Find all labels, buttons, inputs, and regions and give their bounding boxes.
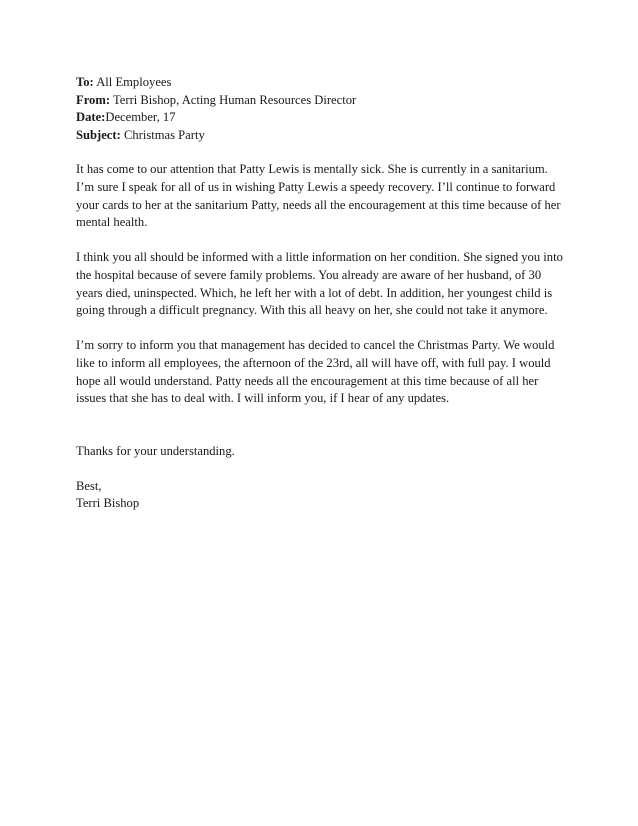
- memo-document: [76, 74, 566, 513]
- memo-subject-label: Subject:: [76, 127, 121, 142]
- paragraph-condition: [76, 249, 566, 319]
- paragraph-attention: [76, 161, 566, 231]
- memo-to-line: [76, 74, 566, 92]
- paragraph-line: issues that she has to deal with. I will inform you, if I hear of any updates.: [76, 391, 450, 406]
- closing-signoff: Best,: [76, 478, 102, 493]
- memo-from-line: [76, 92, 566, 110]
- memo-to-value: All Employees: [96, 75, 172, 89]
- paragraph-line: I’m sorry to inform you that management has decided to cancel the Christmas Party. We would: [76, 338, 555, 353]
- memo-to-label: To:: [76, 75, 94, 89]
- paragraph-line: It has come to our attention that Patty Lewis is mentally sick. She is currently in a sanitarium.: [76, 162, 548, 177]
- paragraph-line: your cards to her at the sanitarium Patty, needs all the encouragement at this time because of her: [76, 197, 561, 212]
- spacer: [76, 408, 566, 443]
- spacer: [76, 232, 566, 250]
- spacer: [76, 144, 566, 161]
- memo-date-label: Date:: [76, 110, 106, 125]
- memo-subject-line: [76, 127, 566, 145]
- paragraph-line: mental health.: [76, 215, 148, 230]
- memo-date-value: December, 17: [105, 110, 176, 125]
- memo-date-line: [76, 109, 566, 127]
- paragraph-line: the hospital because of severe family problems. You already are aware of her husband, of 30: [76, 267, 542, 282]
- paragraph-line: like to inform all employees, the afternoon of the 23rd, all will have off, with full pay. I would: [76, 355, 551, 370]
- memo-from-value: Terri Bishop, Acting Human Resources Director: [112, 92, 357, 107]
- paragraph-line: years died, uninspected. Which, he left her with a lot of debt. In addition, her youngest child is: [76, 285, 553, 300]
- spacer: [76, 460, 566, 478]
- paragraph-line: I think you all should be informed with a little information on her condition. She signed you into: [76, 250, 563, 265]
- memo-subject-value: Christmas Party: [123, 127, 205, 142]
- paragraph-line: I’m sure I speak for all of us in wishing Patty Lewis a speedy recovery. I’ll continue to forward: [76, 179, 556, 194]
- paragraph-cancellation: [76, 337, 566, 407]
- closing-signature: Terri Bishop: [76, 496, 140, 511]
- memo-from-label: From:: [76, 92, 111, 107]
- closing-thanks: Thanks for your understanding.: [76, 443, 235, 458]
- spacer: [76, 320, 566, 338]
- paragraph-line: going through a difficult pregnancy. With this all heavy on her, she could not take it anymore.: [76, 303, 548, 318]
- paragraph-line: hope all would understand. Patty needs all the encouragement at this time because of all her: [76, 373, 539, 388]
